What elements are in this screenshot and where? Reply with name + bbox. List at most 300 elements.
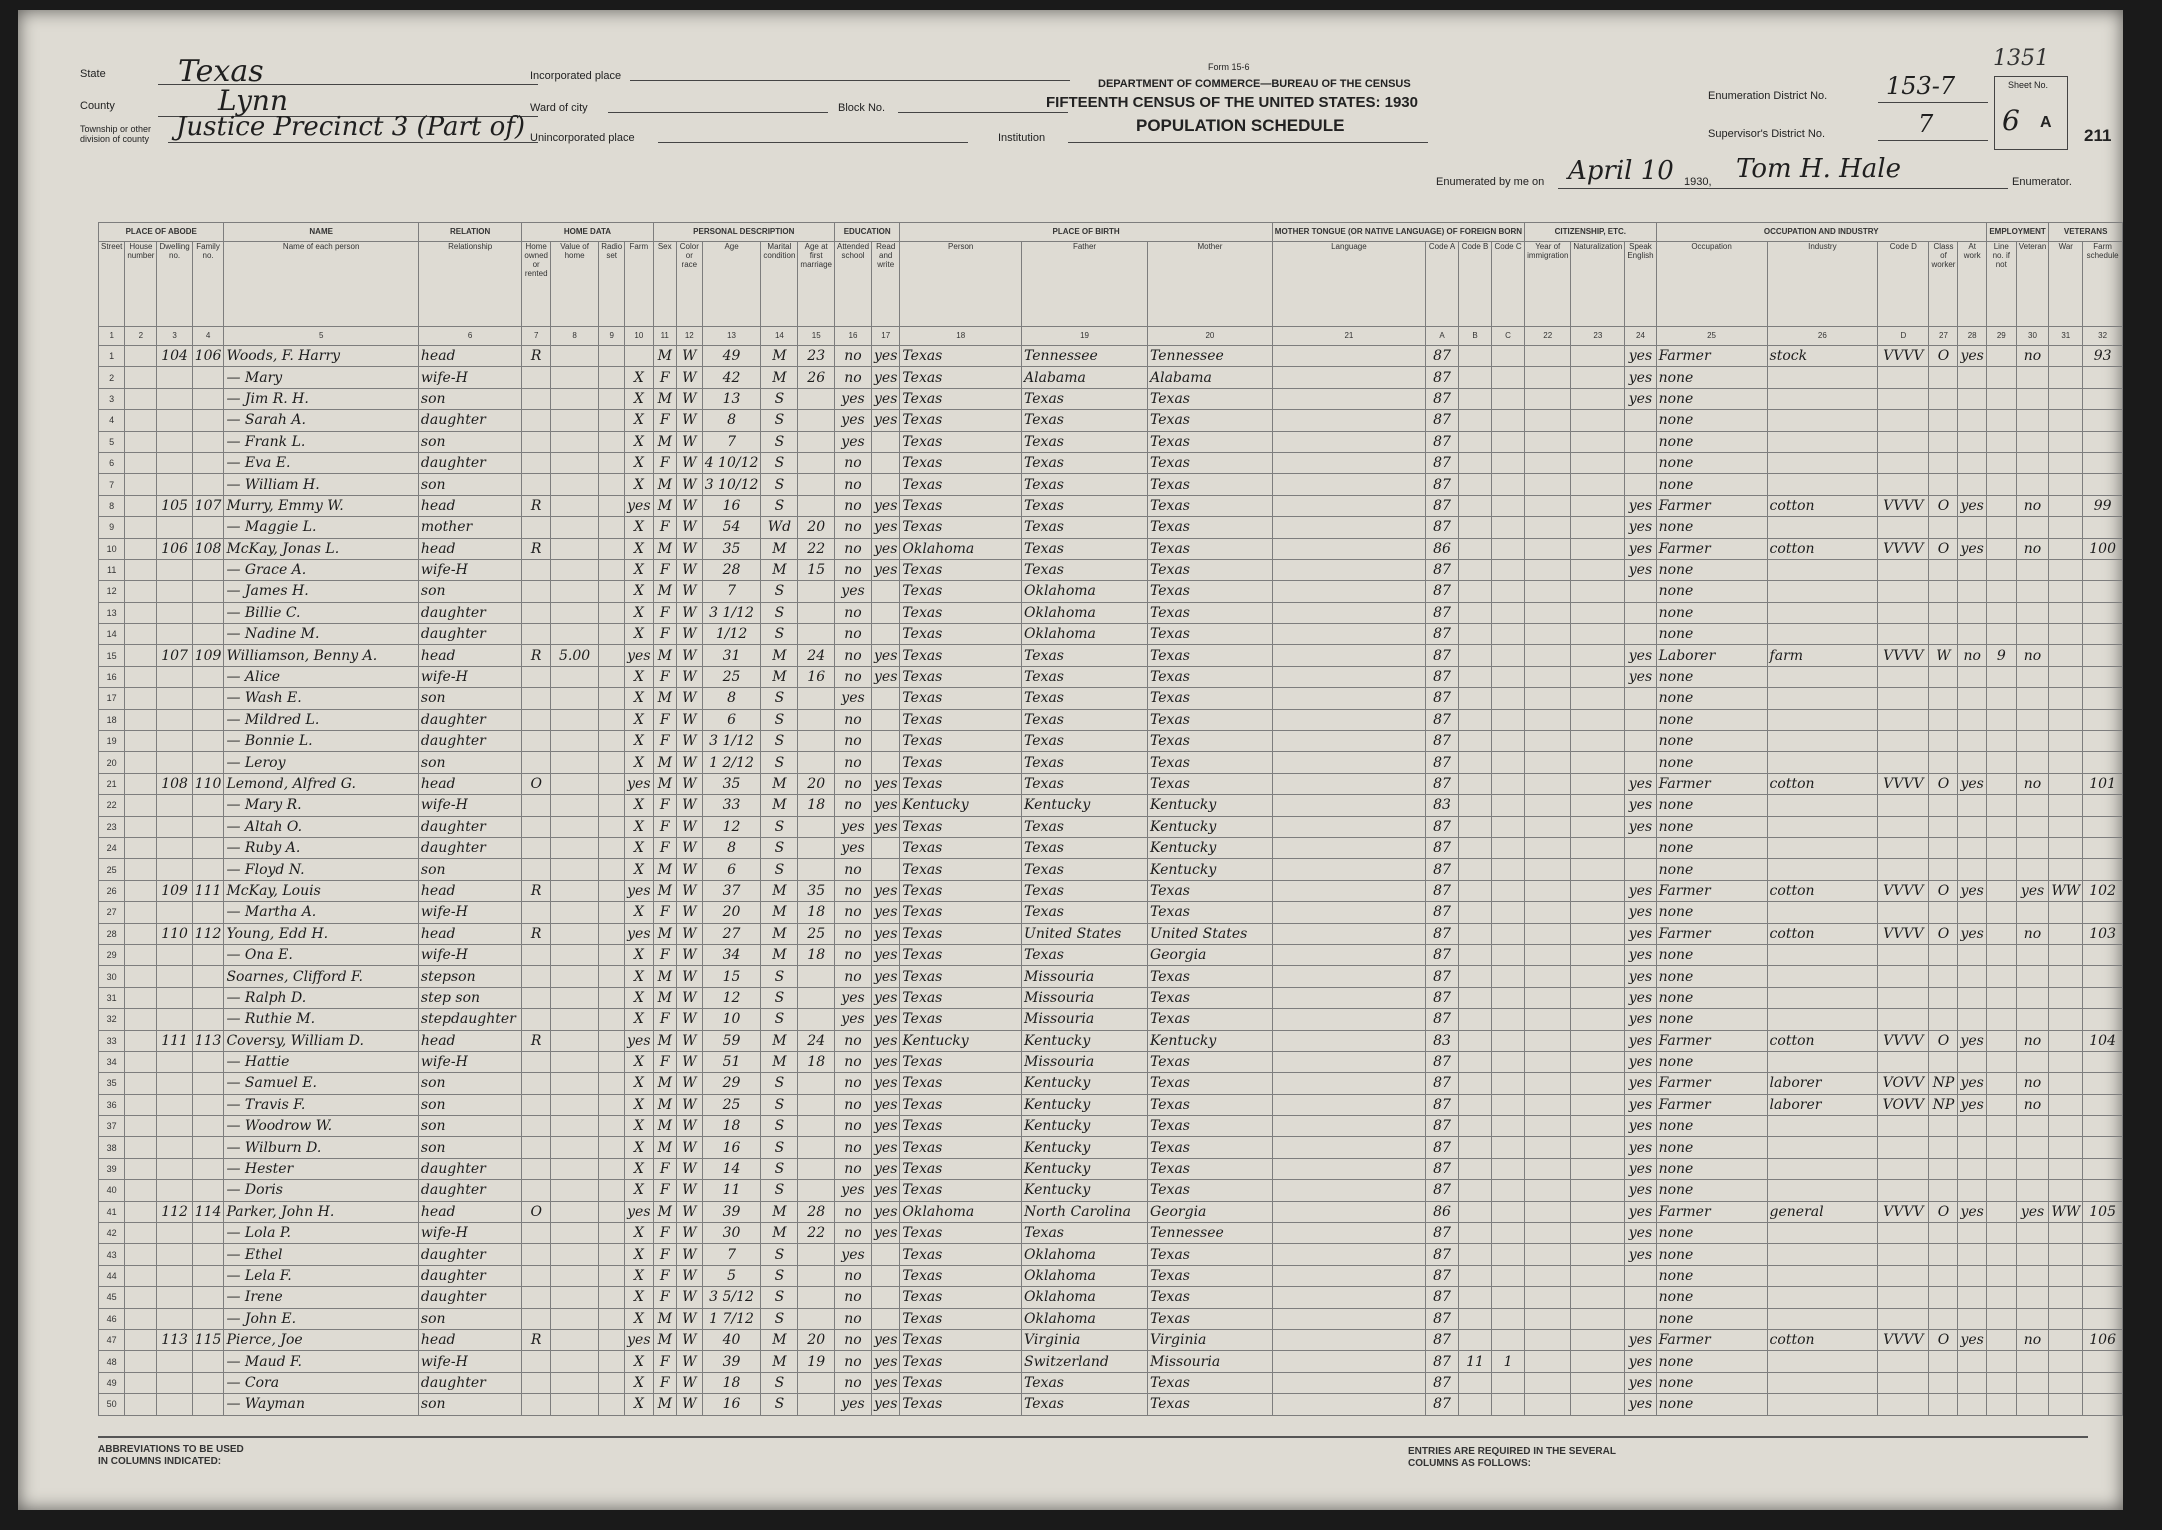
cell-age: 20 [702,902,761,923]
cell-work: yes [1958,923,1986,944]
cell-empty [1272,966,1425,987]
cell-vet [2016,1009,2049,1030]
cell-val [550,474,598,495]
cell-own [522,452,551,473]
census-title: FIFTEENTH CENSUS OF THE UNITED STATES: 1930 [1046,94,1418,111]
cell-cd: VVVV [1878,495,1929,516]
cell-empty [1571,1180,1625,1201]
cell-race: W [676,1158,702,1179]
cell-own [522,752,551,773]
cell-sch: no [834,795,871,816]
cell-own [522,1180,551,1201]
cell-rel: daughter [418,837,521,858]
cell-occ: Farmer [1656,1073,1767,1094]
cell-ca [1459,410,1492,431]
cell-empty [125,1372,157,1393]
cell-bp: Oklahoma [900,538,1022,559]
cell-age: 12 [702,987,761,1008]
cell-cw [1929,431,1958,452]
cell-dw [157,602,192,623]
cell-sex: F [653,816,676,837]
cell-code: 87 [1426,731,1459,752]
cell-cw [1929,752,1958,773]
cell-cb [1492,923,1525,944]
cell-war [2049,902,2083,923]
cell-own: R [522,923,551,944]
column-header: Color or race [676,242,702,327]
cell-bp: Texas [900,431,1022,452]
cell-race: W [676,1051,702,1072]
cell-fs [2083,795,2123,816]
cell-afm [798,1158,835,1179]
cell-fam: 111 [192,880,224,901]
cell-occ: none [1656,1223,1767,1244]
cell-cw: O [1929,1329,1958,1350]
column-number: 27 [1929,327,1958,346]
cell-empty [1272,1201,1425,1222]
cell-farm: X [625,624,653,645]
cell-val [550,624,598,645]
cell-empty [1525,1394,1571,1415]
cell-empty [1571,1372,1625,1393]
cell-code: 87 [1426,452,1459,473]
cell-age: 3 5/12 [702,1287,761,1308]
cell-cw [1929,559,1958,580]
cell-name: Soarnes, Clifford F. [224,966,418,987]
cell-dw: 108 [157,773,192,794]
column-header: Industry [1767,242,1878,327]
line-number: 25 [99,859,125,880]
cell-empty [125,367,157,388]
cell-fam [192,752,224,773]
cell-ln [1986,367,2016,388]
cell-fam [192,1308,224,1329]
cell-cd: VVVV [1878,880,1929,901]
cell-ind [1767,987,1878,1008]
cell-race: W [676,1308,702,1329]
cell-bp: Texas [900,602,1022,623]
line-number: 5 [99,431,125,452]
cell-occ: none [1656,1265,1767,1286]
cell-eng: yes [1625,944,1656,965]
cell-fs: 103 [2083,923,2123,944]
line-number: 13 [99,602,125,623]
cell-dw [157,1372,192,1393]
cell-own [522,1137,551,1158]
line-number: 11 [99,559,125,580]
cell-afm [798,1244,835,1265]
cell-ln [1986,517,2016,538]
cell-empty [125,1158,157,1179]
cell-cw [1929,1009,1958,1030]
cell-occ: none [1656,709,1767,730]
cell-sch: no [834,944,871,965]
cell-cw [1929,1394,1958,1415]
cell-ind [1767,1244,1878,1265]
cell-eng: yes [1625,645,1656,666]
cell-eng: yes [1625,902,1656,923]
cell-race: W [676,388,702,409]
cell-farm: X [625,1308,653,1329]
column-header: Mother [1148,242,1273,327]
cell-vet: yes [2016,880,2049,901]
cell-farm: X [625,795,653,816]
table-row [99,538,2123,559]
column-number: 30 [2016,327,2049,346]
cell-radio [599,923,625,944]
cell-radio [599,1351,625,1372]
cell-rw [872,709,900,730]
cell-mbp: Texas [1148,1116,1273,1137]
cell-eng: yes [1625,773,1656,794]
cell-eng [1625,581,1656,602]
cell-farm: X [625,1051,653,1072]
cell-occ: none [1656,1051,1767,1072]
column-header: Father [1022,242,1148,327]
cell-war [2049,1030,2083,1051]
cell-race: W [676,1265,702,1286]
cell-dw [157,410,192,431]
cell-occ: none [1656,1244,1767,1265]
column-header: Radio set [599,242,625,327]
cell-code: 87 [1426,1308,1459,1329]
cell-empty [125,773,157,794]
cell-fbp: Texas [1022,474,1148,495]
cell-war [2049,495,2083,516]
cell-empty [1525,474,1571,495]
cell-fam [192,966,224,987]
cell-mbp: Texas [1148,1158,1273,1179]
cell-ca [1459,1244,1492,1265]
cell-race: W [676,902,702,923]
column-number: 6 [418,327,521,346]
cell-cb [1492,1030,1525,1051]
cell-radio [599,452,625,473]
cell-radio [599,1329,625,1350]
cell-val [550,1201,598,1222]
cell-mbp: Texas [1148,731,1273,752]
cell-sch: no [834,923,871,944]
cell-eng: yes [1625,1030,1656,1051]
cell-ln [1986,1372,2016,1393]
cell-val [550,773,598,794]
cell-bp: Texas [900,752,1022,773]
cell-war [2049,795,2083,816]
line-number: 26 [99,880,125,901]
cell-age: 5 [702,1265,761,1286]
cell-ca [1459,388,1492,409]
cell-age: 30 [702,1223,761,1244]
cell-bp: Texas [900,410,1022,431]
cell-mbp: Texas [1148,495,1273,516]
cell-name: Lemond, Alfred G. [224,773,418,794]
cell-farm: X [625,1180,653,1201]
cell-own [522,602,551,623]
cell-afm: 24 [798,1030,835,1051]
column-number: 2 [125,327,157,346]
cell-fam [192,1372,224,1393]
county-label: County [80,100,115,112]
cell-ind: cotton [1767,495,1878,516]
cell-empty [125,1201,157,1222]
cell-work: yes [1958,346,1986,367]
cell-empty [1525,1351,1571,1372]
cell-empty [1525,367,1571,388]
cell-rw [872,1244,900,1265]
cell-cw [1929,859,1958,880]
cell-ln [1986,538,2016,559]
cell-war [2049,773,2083,794]
line-number: 44 [99,1265,125,1286]
column-header: Person [900,242,1022,327]
cell-sch: yes [834,987,871,1008]
cell-fam [192,666,224,687]
cell-fs [2083,752,2123,773]
cell-name: — Ona E. [224,944,418,965]
cell-ind [1767,688,1878,709]
cell-farm: yes [625,495,653,516]
cell-cw [1929,602,1958,623]
cell-fam [192,1287,224,1308]
line-number: 23 [99,816,125,837]
cell-age: 1/12 [702,624,761,645]
cell-empty [1272,1372,1425,1393]
enumerator-label: Enumerator. [2012,176,2072,188]
cell-mar: S [761,859,798,880]
table-row [99,559,2123,580]
cell-farm: yes [625,1329,653,1350]
cell-sex: M [653,859,676,880]
cell-ind [1767,559,1878,580]
column-number: 19 [1022,327,1148,346]
cell-own [522,709,551,730]
cell-code: 87 [1426,1094,1459,1115]
cell-empty [1525,1073,1571,1094]
cell-occ: none [1656,1351,1767,1372]
cell-age: 1 7/12 [702,1308,761,1329]
cell-race: W [676,666,702,687]
cell-cd: VOVV [1878,1073,1929,1094]
cell-empty [1571,1201,1625,1222]
cell-farm: yes [625,645,653,666]
cell-age: 59 [702,1030,761,1051]
cell-work [1958,731,1986,752]
cell-sex: F [653,902,676,923]
cell-sch: yes [834,1244,871,1265]
cell-own [522,431,551,452]
cell-own [522,987,551,1008]
line-number: 9 [99,517,125,538]
cell-sex: M [653,1073,676,1094]
line-number: 47 [99,1329,125,1350]
cell-empty [1571,645,1625,666]
cell-fs [2083,474,2123,495]
cell-sch: yes [834,1180,871,1201]
cell-rw: yes [872,1009,900,1030]
cell-mar: S [761,410,798,431]
cell-cw: O [1929,773,1958,794]
county-value: Lynn [218,84,288,117]
cell-eng: yes [1625,346,1656,367]
cell-afm [798,731,835,752]
cell-radio [599,367,625,388]
cell-empty [1272,795,1425,816]
cell-own [522,837,551,858]
cell-rel: daughter [418,1287,521,1308]
cell-val [550,1009,598,1030]
cell-empty [1272,346,1425,367]
cell-sch: yes [834,581,871,602]
cell-cb [1492,1372,1525,1393]
cell-mbp: Texas [1148,752,1273,773]
cell-own [522,1287,551,1308]
cell-empty [1525,752,1571,773]
cell-age: 8 [702,410,761,431]
cell-empty [125,495,157,516]
cell-mbp: Texas [1148,581,1273,602]
cell-rw: yes [872,367,900,388]
cell-ca [1459,645,1492,666]
cell-fam [192,1223,224,1244]
cell-age: 49 [702,346,761,367]
cell-empty [1272,559,1425,580]
cell-fs [2083,1265,2123,1286]
cell-sex: M [653,346,676,367]
cell-vet [2016,1116,2049,1137]
table-row [99,517,2123,538]
cell-empty [1272,1158,1425,1179]
cell-fbp: Missouria [1022,1051,1148,1072]
table-row [99,495,2123,516]
cell-rw: yes [872,944,900,965]
cell-empty [125,1094,157,1115]
cell-farm: yes [625,1030,653,1051]
cell-war [2049,517,2083,538]
cell-fbp: Kentucky [1022,795,1148,816]
cell-fam [192,452,224,473]
cell-ind [1767,837,1878,858]
cell-mbp: Kentucky [1148,795,1273,816]
cell-empty [1525,538,1571,559]
cell-radio [599,1180,625,1201]
cell-fs: 105 [2083,1201,2123,1222]
cell-code: 87 [1426,709,1459,730]
cell-ind [1767,452,1878,473]
cell-dw [157,816,192,837]
cell-name: Young, Edd H. [224,923,418,944]
table-row [99,1030,2123,1051]
cell-sex: M [653,538,676,559]
cell-bp: Texas [900,944,1022,965]
cell-empty [1525,731,1571,752]
cell-ln [1986,1201,2016,1222]
cell-fs [2083,624,2123,645]
table-row [99,645,2123,666]
cell-rw [872,859,900,880]
cell-race: W [676,880,702,901]
cell-fbp: Texas [1022,666,1148,687]
cell-mbp: Texas [1148,1308,1273,1329]
cell-code: 87 [1426,495,1459,516]
cell-rel: head [418,645,521,666]
cell-mbp: Texas [1148,1094,1273,1115]
cell-race: W [676,1394,702,1415]
cell-dw [157,837,192,858]
cell-fs [2083,1158,2123,1179]
cell-farm: X [625,1372,653,1393]
cell-ind [1767,1308,1878,1329]
cell-cd [1878,452,1929,473]
cell-code: 87 [1426,944,1459,965]
cell-radio [599,1394,625,1415]
cell-sch: no [834,1308,871,1329]
cell-race: W [676,837,702,858]
line-number: 46 [99,1308,125,1329]
cell-sex: M [653,1094,676,1115]
cell-war [2049,837,2083,858]
cell-name: Murry, Emmy W. [224,495,418,516]
cell-empty [1571,859,1625,880]
cell-cb [1492,1116,1525,1137]
cell-fbp: Kentucky [1022,1030,1148,1051]
cell-code: 87 [1426,1158,1459,1179]
cell-sex: F [653,517,676,538]
cell-own: O [522,773,551,794]
cell-age: 8 [702,837,761,858]
cell-code: 87 [1426,773,1459,794]
cell-fam [192,624,224,645]
cell-ln [1986,752,2016,773]
cell-name: — Maggie L. [224,517,418,538]
cell-ca [1459,1394,1492,1415]
cell-ca [1459,752,1492,773]
cell-rel: son [418,1094,521,1115]
cell-farm: X [625,367,653,388]
cell-code: 87 [1426,624,1459,645]
line-number: 8 [99,495,125,516]
state-label: State [80,68,106,80]
cell-race: W [676,1009,702,1030]
cell-eng: yes [1625,1051,1656,1072]
cell-name: — Doris [224,1180,418,1201]
cell-farm: X [625,1244,653,1265]
cell-war [2049,1308,2083,1329]
cell-bp: Texas [900,731,1022,752]
cell-empty [1272,688,1425,709]
table-row [99,1308,2123,1329]
cell-radio [599,559,625,580]
cell-occ: none [1656,1394,1767,1415]
cell-fs [2083,1372,2123,1393]
cell-bp: Texas [900,559,1022,580]
cell-cw [1929,837,1958,858]
cell-age: 28 [702,559,761,580]
cell-mbp: Texas [1148,666,1273,687]
cell-fam [192,859,224,880]
cell-rw: yes [872,1116,900,1137]
table-row [99,1009,2123,1030]
cell-rw: yes [872,1030,900,1051]
cell-cw [1929,1351,1958,1372]
cell-empty [1525,1137,1571,1158]
cell-fbp: Oklahoma [1022,581,1148,602]
cell-rw [872,837,900,858]
cell-race: W [676,346,702,367]
cell-dw: 112 [157,1201,192,1222]
cell-cd: VVVV [1878,1201,1929,1222]
cell-bp: Texas [900,1244,1022,1265]
cell-sch: yes [834,837,871,858]
